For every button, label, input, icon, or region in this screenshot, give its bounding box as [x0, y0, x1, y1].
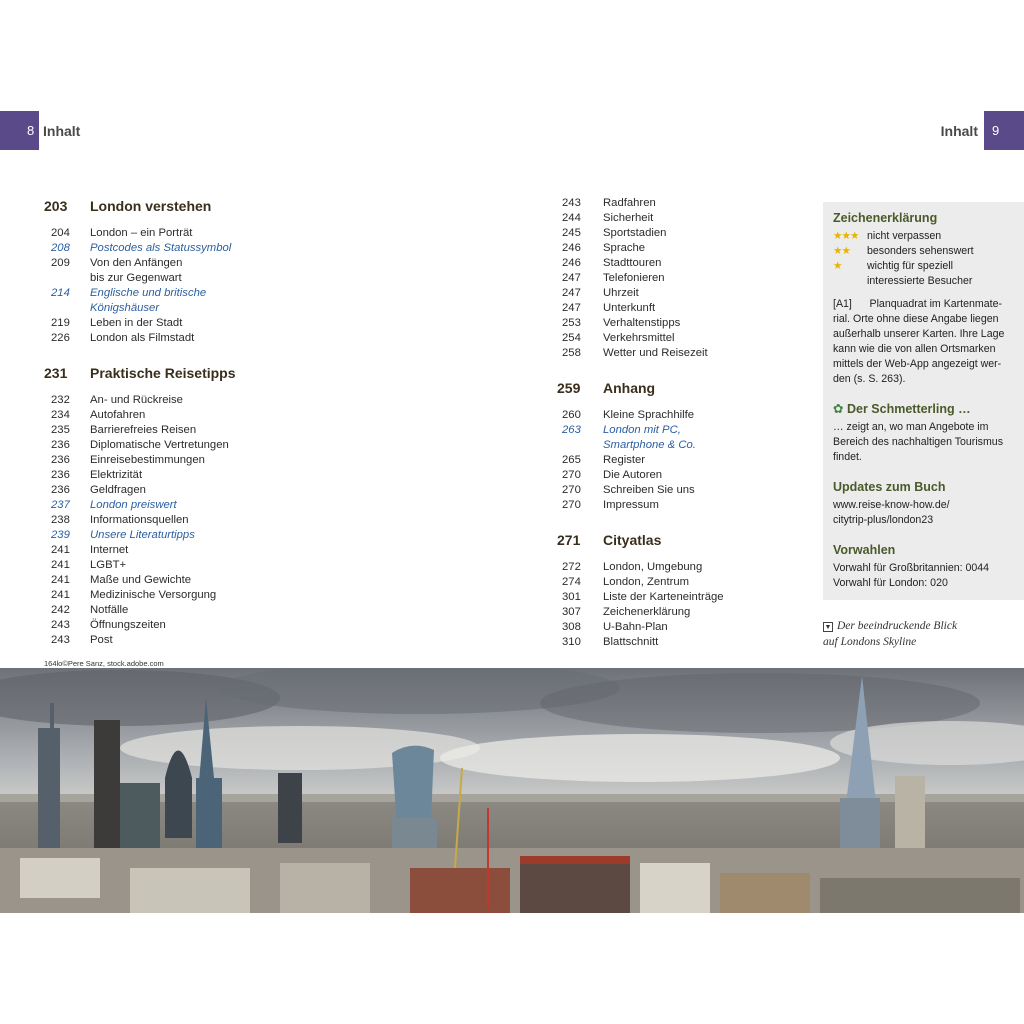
toc-entry[interactable] — [557, 605, 797, 620]
entry-page: 226 — [51, 332, 70, 344]
entry-label: London – ein Porträt — [90, 227, 193, 239]
entry-label: Register — [603, 454, 646, 466]
one-star-icon: ★ — [833, 260, 842, 272]
three-stars-icon: ★★★ — [833, 230, 859, 242]
entry-label: Barrierefreies Reisen — [90, 424, 197, 436]
toc-entry[interactable] — [557, 211, 797, 226]
toc-entry[interactable] — [557, 575, 797, 590]
entry-page: 214 — [51, 287, 70, 299]
planquadrat-note — [833, 297, 1014, 387]
toc-entry-continuation — [44, 271, 304, 286]
toc-entry[interactable] — [557, 301, 797, 316]
entry-label: Verkehrsmittel — [603, 332, 675, 344]
entry-page: 247 — [562, 302, 581, 314]
section-page-number: 259 — [557, 380, 581, 396]
entry-label: Smartphone & Co. — [603, 439, 696, 451]
entry-label: Von den Anfängen — [90, 257, 183, 269]
toc-entry[interactable] — [557, 271, 797, 286]
right-page-title: Inhalt — [940, 122, 978, 139]
entry-page: 236 — [51, 484, 70, 496]
legend-row-2-stars — [833, 244, 1014, 259]
entry-page: 308 — [562, 621, 581, 633]
entry-label: London als Filmstadt — [90, 332, 195, 344]
legend-label: nicht verpassen — [867, 230, 942, 242]
toc-entry[interactable] — [557, 635, 797, 650]
entry-label: Uhrzeit — [603, 287, 639, 299]
legend-label: besonders sehenswert — [867, 245, 974, 257]
planquadrat-line: [A1] Planquadrat im Kartenmate- — [833, 298, 1002, 310]
entry-page: 246 — [562, 257, 581, 269]
entry-page: 274 — [562, 576, 581, 588]
entry-label: Unsere Literaturtipps — [90, 529, 195, 541]
legend-row-3-stars — [833, 229, 1014, 244]
butterfly-line: findet. — [833, 451, 862, 463]
toc-entry[interactable] — [557, 256, 797, 271]
entry-label: Maße und Gewichte — [90, 574, 192, 586]
entry-page: 239 — [51, 529, 70, 541]
entry-label: Elektrizität — [90, 469, 143, 481]
left-page-header — [0, 111, 80, 150]
entry-label: Verhaltenstipps — [603, 317, 681, 329]
entry-page: 235 — [51, 424, 70, 436]
entry-label: Geldfragen — [90, 484, 146, 496]
entry-page: 241 — [51, 559, 70, 571]
entry-page: 246 — [562, 242, 581, 254]
toc-entry-highlight[interactable] — [44, 498, 304, 513]
entry-label: London preiswert — [90, 499, 177, 511]
toc-entry[interactable] — [44, 633, 304, 648]
caption-line: Der beeindruckende Blick — [837, 620, 958, 632]
toc-entry-highlight[interactable] — [557, 423, 797, 438]
toc-entry[interactable] — [44, 316, 304, 331]
entry-label: Zeichenerklärung — [603, 606, 691, 618]
entry-page: 243 — [51, 619, 70, 631]
entry-label: U-Bahn-Plan — [603, 621, 668, 633]
updates-url-line[interactable]: www.reise-know-how.de/ — [833, 499, 950, 511]
entry-label: Telefonieren — [603, 272, 665, 284]
toc-entry[interactable] — [44, 453, 304, 468]
toc-entry[interactable] — [44, 393, 304, 408]
toc-entry[interactable] — [44, 483, 304, 498]
butterfly-heading — [833, 401, 1014, 418]
section-page-number: 231 — [44, 365, 68, 381]
section-title: London verstehen — [90, 198, 212, 214]
left-page-number: 8 — [0, 111, 39, 150]
entry-page: 307 — [562, 606, 581, 618]
entry-label: Autofahren — [90, 409, 146, 421]
section-title: Praktische Reisetipps — [90, 365, 236, 381]
entry-page: 242 — [51, 604, 70, 616]
toc-entry[interactable] — [557, 590, 797, 605]
toc-section-heading[interactable] — [44, 363, 304, 383]
entry-page: 245 — [562, 227, 581, 239]
entry-page: 219 — [51, 317, 70, 329]
entry-label: Englische und britische — [90, 287, 207, 299]
right-page-number: 9 — [984, 111, 1024, 150]
entry-label: London, Umgebung — [603, 561, 703, 573]
entry-label: Öffnungszeiten — [90, 619, 166, 631]
entry-label: An- und Rückreise — [90, 394, 183, 406]
toc-entry[interactable] — [44, 331, 304, 346]
entry-page: 208 — [51, 242, 70, 254]
entry-page: 241 — [51, 544, 70, 556]
entry-label: Postcodes als Statussymbol — [90, 242, 232, 254]
entry-label: Post — [90, 634, 113, 646]
toc-entry[interactable] — [557, 483, 797, 498]
toc-entry[interactable] — [557, 196, 797, 211]
entry-label: London mit PC, — [603, 424, 681, 436]
legend-label: wichtig für speziell — [867, 260, 953, 272]
toc-entry[interactable] — [557, 226, 797, 241]
entry-label: Sicherheit — [603, 212, 654, 224]
entry-page: 258 — [562, 347, 581, 359]
stars-spacer — [833, 274, 867, 289]
entry-page: 236 — [51, 454, 70, 466]
entry-page: 254 — [562, 332, 581, 344]
entry-label: Liste der Karteneinträge — [603, 591, 724, 603]
butterfly-title: Der Schmetterling … — [846, 402, 971, 416]
entry-label: Einreisebestimmungen — [90, 454, 205, 466]
section-spacer — [557, 361, 797, 378]
entry-label: Königshäuser — [90, 302, 160, 314]
toc-entry[interactable] — [44, 513, 304, 528]
two-stars-icon: ★★ — [833, 245, 850, 257]
entry-page: 236 — [51, 439, 70, 451]
photo-caption — [823, 618, 1023, 650]
london-skyline-photo — [0, 668, 1024, 913]
entry-page: 238 — [51, 514, 70, 526]
planquadrat-line: kann wie die von allen Ortsmarken — [833, 343, 996, 355]
legend-label: interessierte Besucher — [867, 275, 973, 287]
entry-page — [44, 271, 90, 286]
toc-section-heading[interactable] — [44, 196, 304, 216]
planquadrat-line: außerhalb unserer Karten. Ihre Lage — [833, 328, 1005, 340]
toc-entry[interactable] — [44, 618, 304, 633]
legend-sidebar — [823, 202, 1024, 600]
entry-page: 232 — [51, 394, 70, 406]
entry-page: 263 — [562, 424, 581, 436]
toc-entry-continuation — [557, 438, 797, 453]
entry-page: 241 — [51, 574, 70, 586]
toc-entry[interactable] — [557, 498, 797, 513]
toc-section-heading[interactable] — [557, 530, 797, 550]
entry-label: Stadttouren — [603, 257, 662, 269]
entry-page: 237 — [51, 499, 70, 511]
entry-label: Diplomatische Vertretungen — [90, 439, 229, 451]
butterfly-note — [833, 401, 1014, 465]
entry-page: 270 — [562, 469, 581, 481]
toc-entry[interactable] — [557, 241, 797, 256]
butterfly-line: Bereich des nachhaltigen Tourismus — [833, 436, 1003, 448]
right-page-header — [941, 111, 1024, 150]
entry-page: 234 — [51, 409, 70, 421]
entry-page: 204 — [51, 227, 70, 239]
vorwahl-london: Vorwahl für London: 020 — [833, 577, 948, 589]
entry-page: 244 — [562, 212, 581, 224]
entry-page — [557, 438, 603, 453]
section-page-number: 203 — [44, 198, 68, 214]
entry-page: 253 — [562, 317, 581, 329]
vorwahl-gb: Vorwahl für Großbritannien: 0044 — [833, 562, 990, 574]
toc-entry-continuation — [44, 301, 304, 316]
skyline-illustration — [0, 668, 1024, 913]
entry-page: 247 — [562, 287, 581, 299]
entry-page — [44, 301, 90, 316]
entry-label: Leben in der Stadt — [90, 317, 183, 329]
entry-page: 270 — [562, 484, 581, 496]
entry-page: 301 — [562, 591, 581, 603]
entry-page: 270 — [562, 499, 581, 511]
entry-label: Impressum — [603, 499, 659, 511]
toc-column-middle — [557, 196, 797, 650]
toc-entry[interactable] — [557, 620, 797, 635]
legend-row-1-star — [833, 259, 1014, 274]
entry-page: 209 — [51, 257, 70, 269]
toc-entry[interactable] — [44, 558, 304, 573]
toc-entry[interactable] — [44, 256, 304, 271]
entry-label: Sportstadien — [603, 227, 667, 239]
toc-column-left — [44, 196, 304, 648]
toc-entry[interactable] — [557, 316, 797, 331]
legend-title: Zeichenerklärung — [833, 211, 938, 225]
butterfly-icon: ✿ — [833, 402, 844, 416]
toc-entry[interactable] — [557, 453, 797, 468]
toc-section-heading[interactable] — [557, 378, 797, 398]
toc-entry[interactable] — [557, 468, 797, 483]
entry-label: bis zur Gegenwart — [90, 272, 182, 284]
toc-entry[interactable] — [44, 588, 304, 603]
toc-entry[interactable] — [44, 226, 304, 241]
entry-label: Internet — [90, 544, 129, 556]
entry-label: Kleine Sprachhilfe — [603, 409, 695, 421]
entry-page: 265 — [562, 454, 581, 466]
toc-entry[interactable] — [44, 408, 304, 423]
entry-label: Informationsquellen — [90, 514, 189, 526]
section-title: Anhang — [603, 380, 656, 396]
entry-label: Blattschnitt — [603, 636, 659, 648]
toc-entry[interactable] — [44, 603, 304, 618]
toc-entry[interactable] — [44, 573, 304, 588]
toc-entry-highlight[interactable] — [44, 286, 304, 301]
entry-page: 236 — [51, 469, 70, 481]
entry-page: 241 — [51, 589, 70, 601]
toc-entry[interactable] — [557, 286, 797, 301]
toc-entry[interactable] — [557, 346, 797, 361]
toc-entry[interactable] — [44, 438, 304, 453]
entry-label: Unterkunft — [603, 302, 656, 314]
toc-entry[interactable] — [44, 543, 304, 558]
toc-entry[interactable] — [557, 331, 797, 346]
arrow-down-icon: ▼ — [824, 623, 832, 631]
toc-entry[interactable] — [557, 560, 797, 575]
toc-entry[interactable] — [44, 468, 304, 483]
updates-title: Updates zum Buch — [833, 480, 946, 494]
vorwahlen-block — [833, 542, 1014, 591]
entry-label: Die Autoren — [603, 469, 663, 481]
entry-label: Medizinische Versorgung — [90, 589, 217, 601]
left-page-title: Inhalt — [43, 122, 81, 139]
butterfly-line: … zeigt an, wo man Angebote im — [833, 421, 989, 433]
updates-block — [833, 479, 1014, 528]
entry-label: Schreiben Sie uns — [603, 484, 695, 496]
planquadrat-line: mittels der Web-App angezeigt wer- — [833, 358, 1002, 370]
entry-label: LGBT+ — [90, 559, 127, 571]
entry-label: London, Zentrum — [603, 576, 690, 588]
updates-url-line[interactable]: citytrip-plus/london23 — [833, 514, 934, 526]
toc-entry-highlight[interactable] — [44, 241, 304, 256]
vorwahlen-title: Vorwahlen — [833, 543, 896, 557]
entry-page: 260 — [562, 409, 581, 421]
entry-label: Notfälle — [90, 604, 129, 616]
photo-credit: 164lo©Pere Sanz, stock.adobe.com — [44, 659, 164, 668]
entry-page: 243 — [562, 197, 581, 209]
caption-line: auf Londons Skyline — [823, 636, 917, 648]
toc-entry[interactable] — [44, 423, 304, 438]
entry-page: 243 — [51, 634, 70, 646]
toc-entry-highlight[interactable] — [44, 528, 304, 543]
entry-label: Wetter und Reisezeit — [603, 347, 708, 359]
planquadrat-line: den (s. S. 263). — [833, 373, 906, 385]
entry-label: Radfahren — [603, 197, 656, 209]
entry-page: 310 — [562, 636, 581, 648]
entry-page: 272 — [562, 561, 581, 573]
planquadrat-line: rial. Orte ohne diese Angabe liegen — [833, 313, 999, 325]
entry-page: 247 — [562, 272, 581, 284]
legend-row-1-star-cont — [833, 274, 1014, 289]
section-spacer — [44, 346, 304, 363]
section-title: Cityatlas — [603, 532, 662, 548]
section-spacer — [557, 513, 797, 530]
toc-entry[interactable] — [557, 408, 797, 423]
section-page-number: 271 — [557, 532, 581, 548]
entry-label: Sprache — [603, 242, 646, 254]
